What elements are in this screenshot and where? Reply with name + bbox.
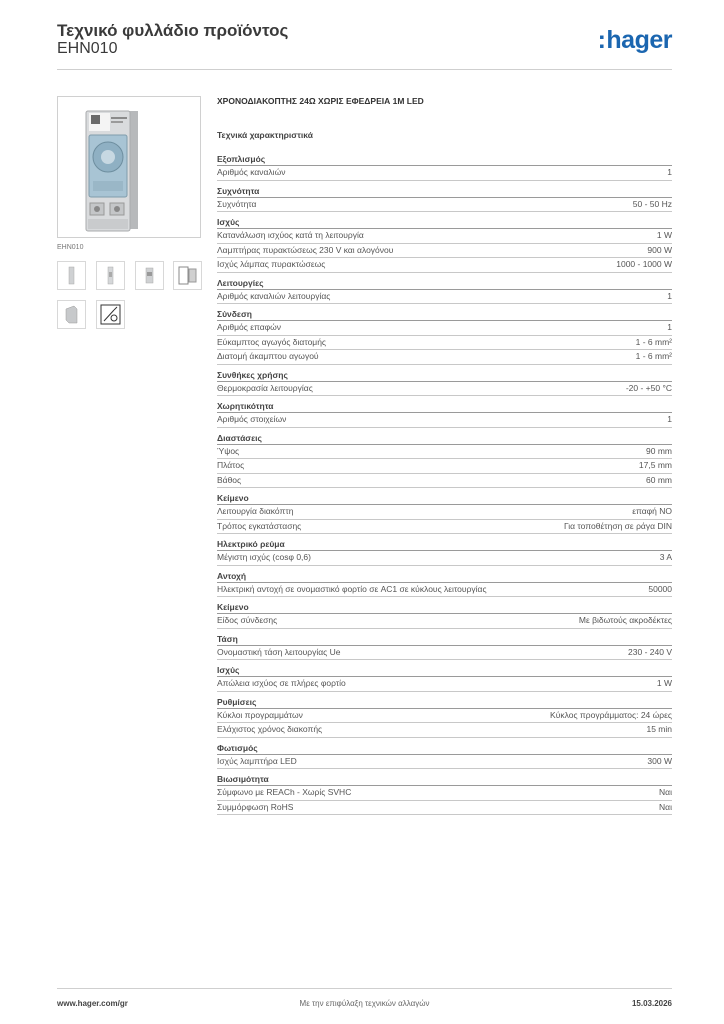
hager-logo: :hager [597, 26, 672, 54]
spec-label: Εύκαμπτος αγωγός διατομής [217, 336, 327, 347]
product-caption: EHN010 [57, 244, 84, 251]
spec-row [217, 382, 672, 397]
spec-section [217, 632, 672, 661]
spec-row [217, 801, 672, 816]
spec-section [217, 368, 672, 397]
section-title: Σύνδεση [217, 307, 672, 321]
spec-row [217, 583, 672, 598]
footer-website[interactable]: www.hager.com/gr [57, 999, 128, 1008]
wiring-diagram-icon [97, 301, 124, 328]
spec-value: 300 W [647, 755, 672, 766]
spec-row [217, 474, 672, 489]
spec-label: Συμμόρφωση RoHS [217, 801, 294, 812]
device-3d-icon [58, 301, 85, 328]
dimension-drawing-icon [174, 262, 201, 289]
spec-value: Ναι [659, 787, 672, 797]
thumbnail-back[interactable] [135, 261, 164, 290]
spec-label: Αριθμός στοιχείων [217, 414, 287, 424]
spec-row [217, 321, 672, 336]
spec-label: Αριθμός επαφών [217, 322, 282, 332]
spec-row [217, 505, 672, 520]
specifications-content [217, 96, 672, 815]
spec-label: Ύψος [217, 445, 240, 456]
spec-value: 15 min [646, 724, 672, 734]
section-title: Εξοπλισμός [217, 152, 672, 166]
spec-value: 1000 - 1000 W [616, 259, 672, 269]
timer-device-icon [58, 97, 200, 237]
spec-label: Διατομή άκαμπτου αγωγού [217, 351, 319, 361]
section-title: Κείμενο [217, 491, 672, 505]
section-title: Χωρητικότητα [217, 399, 672, 413]
section-title: Βιωσιμότητα [217, 772, 672, 786]
spec-value: 230 - 240 V [628, 646, 672, 657]
section-title: Ισχύς [217, 215, 672, 229]
thumbnail-3d[interactable] [57, 300, 86, 329]
section-title: Λειτουργίες [217, 276, 672, 290]
spec-label: Ισχύς λαμπτήρα LED [217, 755, 297, 766]
spec-label: Συχνότητα [217, 198, 257, 209]
spec-value: 60 mm [646, 474, 672, 485]
spec-section [217, 537, 672, 566]
spec-row [217, 290, 672, 305]
spec-label: Λαμπτήρας πυρακτώσεως 230 V και αλογόνου [217, 244, 394, 255]
spec-label: Κατανάλωση ισχύος κατά τη λειτουργία [217, 230, 364, 240]
spec-label: Απώλεια ισχύος σε πλήρες φορτίο [217, 678, 346, 688]
spec-label: Σύμφωνο με REACh - Χωρίς SVHC [217, 787, 352, 797]
footer-note: Με την επιφύλαξη τεχνικών αλλαγών [299, 999, 430, 1008]
section-title: Αντοχή [217, 569, 672, 583]
product-code: EHN010 [57, 40, 118, 57]
spec-row [217, 445, 672, 460]
spec-section [217, 491, 672, 534]
spec-label: Ονομαστική τάση λειτουργίας Ue [217, 646, 341, 657]
spec-label: Πλάτος [217, 460, 245, 470]
spec-sections [217, 152, 672, 815]
spec-section [217, 399, 672, 428]
device-back-icon [136, 262, 163, 289]
spec-value: 1 - 6 mm² [635, 336, 672, 347]
spec-label: Ισχύς λάμπας πυρακτώσεως [217, 259, 326, 269]
spec-value: -20 - +50 °C [625, 382, 672, 393]
technical-features-heading: Τεχνικά χαρακτηριστικά [217, 130, 313, 140]
device-side-icon [97, 262, 124, 289]
thumbnail-wiring[interactable] [96, 300, 125, 329]
spec-section [217, 600, 672, 629]
spec-value: 1 [667, 322, 672, 332]
spec-label: Τρόπος εγκατάστασης [217, 520, 302, 531]
spec-value: 1 W [656, 230, 672, 240]
spec-row [217, 520, 672, 535]
spec-row [217, 786, 672, 801]
spec-row [217, 459, 672, 474]
spec-row [217, 755, 672, 770]
spec-value: 50000 [648, 583, 672, 594]
thumbnail-side[interactable] [96, 261, 125, 290]
spec-row [217, 336, 672, 351]
spec-value: Με βιδωτούς ακροδέκτες [578, 615, 672, 625]
spec-value: 3 A [659, 552, 672, 562]
spec-row [217, 413, 672, 428]
spec-label: Κύκλοι προγραμμάτων [217, 709, 303, 720]
spec-label: Μέγιστη ισχύς (cosφ 0,6) [217, 552, 311, 562]
device-front-icon [58, 262, 85, 289]
section-title: Κείμενο [217, 600, 672, 614]
spec-value: 1 - 6 mm² [635, 351, 672, 361]
section-title: Τάση [217, 632, 672, 646]
spec-value: Κύκλος προγράμματος: 24 ώρες [550, 709, 672, 720]
spec-label: Θερμοκρασία λειτουργίας [217, 382, 313, 393]
logo-text: hager [606, 26, 672, 54]
spec-section [217, 663, 672, 692]
spec-value: Για τοποθέτηση σε ράγα DIN [563, 520, 672, 531]
page-header [57, 18, 672, 70]
footer-date: 15.03.2026 [631, 999, 672, 1008]
spec-section [217, 307, 672, 365]
spec-section [217, 741, 672, 770]
spec-row [217, 723, 672, 738]
spec-row [217, 709, 672, 724]
spec-label: Ηλεκτρική αντοχή σε ονομαστικό φορτίο σε AC1 σε κύκλους λειτουργίας [217, 583, 487, 594]
spec-label: Βάθος [217, 474, 242, 485]
spec-row [217, 551, 672, 566]
spec-section [217, 772, 672, 815]
product-image [57, 96, 201, 238]
thumbnail-drawing[interactable] [173, 261, 202, 290]
spec-row [217, 258, 672, 273]
product-name: ΧΡΟΝΟΔΙΑΚΟΠΤΗΣ 24Ω ΧΩΡΙΣ ΕΦΕΔΡΕΙΑ 1Μ LED [217, 96, 424, 106]
spec-value: 17,5 mm [638, 460, 672, 470]
spec-section [217, 569, 672, 598]
spec-value: 1 [667, 290, 672, 301]
section-title: Ισχύς [217, 663, 672, 677]
page-footer [57, 988, 672, 1012]
thumbnail-front[interactable] [57, 261, 86, 290]
spec-label: Λειτουργία διακόπτη [217, 506, 294, 516]
spec-section [217, 695, 672, 738]
section-title: Διαστάσεις [217, 431, 672, 445]
spec-row [217, 677, 672, 692]
spec-value: 90 mm [646, 445, 672, 456]
spec-row [217, 614, 672, 629]
spec-label: Αριθμός καναλιών λειτουργίας [217, 290, 331, 301]
spec-row [217, 350, 672, 365]
spec-section [217, 152, 672, 181]
spec-section [217, 215, 672, 273]
section-title: Συνθήκες χρήσης [217, 368, 672, 382]
spec-value: 1 [667, 414, 672, 424]
section-title: Ηλεκτρικό ρεύμα [217, 537, 672, 551]
spec-row [217, 166, 672, 181]
spec-row [217, 244, 672, 259]
spec-value: Ναι [659, 801, 672, 812]
spec-label: Είδος σύνδεσης [217, 615, 278, 625]
spec-section [217, 431, 672, 489]
spec-label: Ελάχιστος χρόνος διακοπής [217, 724, 323, 734]
spec-value: 50 - 50 Hz [632, 198, 672, 209]
spec-row [217, 198, 672, 213]
spec-section [217, 184, 672, 213]
spec-value: επαφή NO [632, 506, 672, 516]
spec-value: 1 W [656, 678, 672, 688]
document-title: Τεχνικό φυλλάδιο προϊόντος [57, 21, 289, 40]
spec-label: Αριθμός καναλιών [217, 167, 286, 177]
section-title: Ρυθμίσεις [217, 695, 672, 709]
spec-value: 1 [667, 167, 672, 177]
spec-row [217, 229, 672, 244]
section-title: Συχνότητα [217, 184, 672, 198]
spec-row [217, 646, 672, 661]
section-title: Φωτισμός [217, 741, 672, 755]
spec-section [217, 276, 672, 305]
spec-value: 900 W [647, 244, 672, 255]
